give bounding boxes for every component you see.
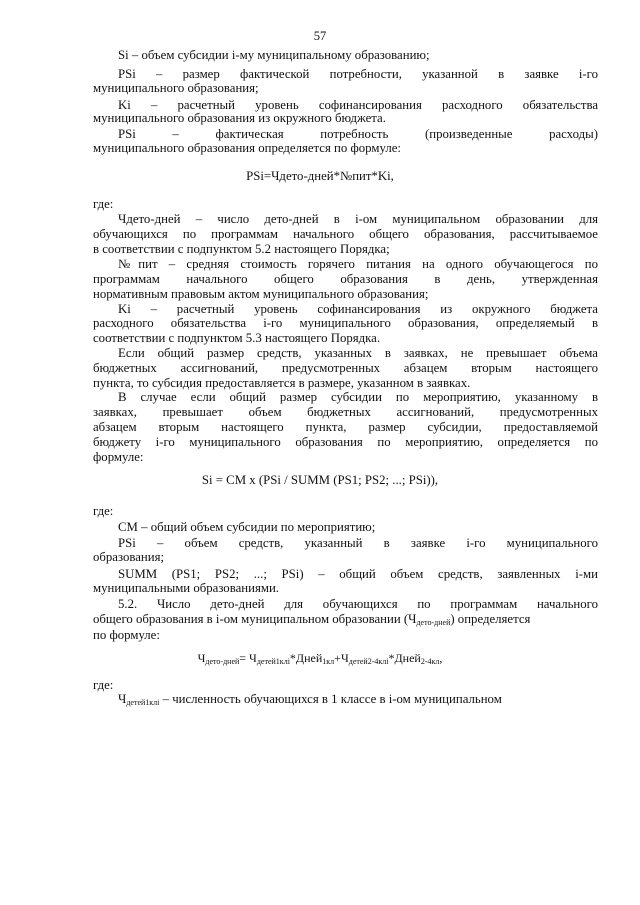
text-line: соответствии с подпунктом 5.3 настоящего Порядка. — [93, 331, 381, 345]
text-line: PSi – размер фактической потребности, указанной в заявке i-го — [118, 67, 598, 81]
text-line: Если общий размер средств, указанных в заявках, не превышает объема — [118, 346, 598, 360]
text-line: В случае если общий размер субсидии по мероприятию, указанному в — [118, 390, 598, 404]
text-line: программам начального общего образования в день, утвержденная — [93, 272, 598, 286]
text-line: 5.2. Число дето-дней для обучающихся по программам начального — [118, 597, 598, 611]
where-label: где: — [93, 678, 114, 692]
text-line: бюджету i-го муниципального образования по мероприятию, определяется по — [93, 435, 598, 449]
text-line: Чдето-дней – число дето-дней в i-ом муниципальном образовании для — [118, 212, 598, 226]
text-line: муниципальными образованиями. — [93, 581, 279, 595]
text-line: №пит – средняя стоимость горячего питания на одного обучающегося по — [118, 257, 598, 271]
text-line: нормативным правовым актом муниципального образования; — [93, 287, 429, 301]
text-line: PSi – объем средств, указанный в заявке i-го муниципального — [118, 536, 598, 550]
text-line: заявках, превышает объем бюджетных ассигнований, предусмотренных — [93, 405, 598, 419]
text-line-with-subscript: $Ч_{детей1клi}$ – численность обучающихся в 1 классе в i-ом муниципальном — [118, 692, 502, 707]
formula-child-days: $Ч_{дето-дней}=$ $Ч_{детей1клi}*Дней_{1кл}+Ч_{детей2-4клi}*Дней_{2-4кл}$, — [197, 651, 443, 666]
text-line: SUMM (PS1; PS2; ...; PSi) – общий объем средств, заявленных i-ми — [118, 567, 598, 581]
formula-si: Si = CM x (PSi / SUMM (PS1; PS2; ...; PSi)), — [201, 473, 439, 487]
text-line: абзацем вторым настоящего пункта, размер субсидии, предоставляемой — [93, 420, 598, 434]
text-line: расходного обязательства i-го муниципального образования, определяемый в — [93, 316, 598, 330]
formula-psi: PSi=Чдето-дней*№пит*Ki, — [246, 169, 394, 183]
text-line: Ki – расчетный уровень софинансирования из окружного бюджета — [118, 302, 598, 316]
text-line: бюджетных ассигнований, предусмотренных абзацем вторым настоящего — [93, 361, 598, 375]
text-line: муниципального образования определяется по формуле: — [93, 141, 401, 155]
text-line: Si – объем субсидии i-му муниципальному образованию; — [118, 48, 430, 62]
text-line: пункта, то субсидия предоставляется в размере, указанном в заявках. — [93, 376, 471, 390]
where-label: где: — [93, 197, 114, 211]
text-line: муниципального образования из окружного бюджета. — [93, 111, 386, 125]
text-line: в соответствии с подпунктом 5.2 настоящего Порядка; — [93, 242, 390, 256]
text-line: муниципального образования; — [93, 81, 259, 95]
text-line: формуле: — [93, 450, 144, 464]
text-line-with-subscript: общего образования в i-ом муниципальном образовании $(Ч_{дето-дней})$ определяется — [93, 612, 531, 627]
text-line: CM – общий объем субсидии по мероприятию; — [118, 520, 376, 534]
where-label: где: — [93, 504, 114, 518]
text-line: Ki – расчетный уровень софинансирования расходного обязательства — [118, 98, 598, 112]
text-line: обучающихся по программам начального общего образования, рассчитываемое — [93, 227, 598, 241]
text-line: по формуле: — [93, 628, 160, 642]
text-line: образования; — [93, 550, 165, 564]
text-line: PSi – фактическая потребность (произведенные расходы) — [118, 127, 598, 141]
page-number: 57 — [313, 29, 327, 43]
